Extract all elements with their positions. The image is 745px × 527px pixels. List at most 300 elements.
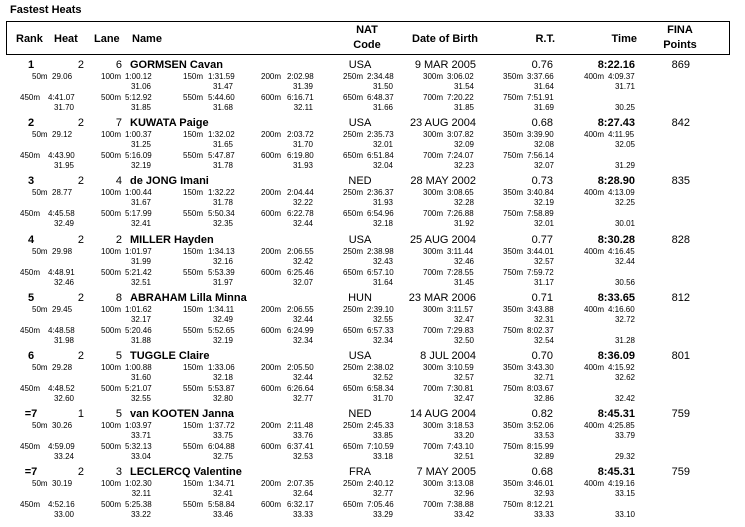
split-time: 7:58.89 <box>527 209 554 219</box>
split-distance: 650m <box>343 384 364 393</box>
split-lap-time: 32.44 <box>292 219 313 229</box>
rank-cell: =7 <box>24 408 38 421</box>
nat-code: USA <box>348 117 372 130</box>
split-time: 4:48.52 <box>48 384 75 393</box>
reaction-time: 0.68 <box>531 117 553 130</box>
split-lap-time: 31.99 <box>130 256 151 266</box>
split-time: 4:09.37 <box>608 72 635 81</box>
split-lap-time: 32.28 <box>453 198 474 208</box>
split-lap-time: 32.16 <box>212 256 233 266</box>
lane-cell: 6 <box>115 59 122 71</box>
rank-cell: 6 <box>27 350 35 362</box>
split-distance: 600m <box>261 384 282 393</box>
split-lap-time: 32.49 <box>53 219 74 229</box>
split-lap-time: 31.85 <box>453 103 474 112</box>
split-distance: 400m <box>584 304 605 314</box>
split-lap-time: 33.18 <box>372 452 393 462</box>
split-distance: 350m <box>503 72 524 81</box>
split-distance: 750m <box>503 151 524 161</box>
split-lap-time: 31.25 <box>130 140 151 150</box>
nat-code: USA <box>348 233 372 246</box>
fina-points: 835 <box>671 175 690 188</box>
split-lap-time: 32.17 <box>130 314 151 324</box>
split-time: 4:59.09 <box>48 442 75 452</box>
split-lap-time: 32.11 <box>131 489 151 499</box>
split-time: 7:29.83 <box>447 325 474 335</box>
split-time: 7:26.88 <box>447 209 474 219</box>
split-distance: 200m <box>261 363 282 372</box>
split-time: 30.26 <box>52 421 73 431</box>
fina-points: 869 <box>671 59 690 71</box>
split-time: 1:00.12 <box>125 72 152 81</box>
table-row <box>0 117 745 175</box>
split-time: 1:32.22 <box>208 188 235 198</box>
split-lap-time: 32.47 <box>453 314 474 324</box>
split-distance: 400m <box>584 246 605 256</box>
split-lap-time: 32.25 <box>614 198 635 208</box>
split-lap-time: 33.42 <box>453 510 474 520</box>
split-lap-time: 32.44 <box>614 256 635 266</box>
split-distance: 450m <box>20 442 41 452</box>
split-lap-time: 32.96 <box>453 489 474 499</box>
split-distance: 250m <box>343 246 364 256</box>
split-lap-time: 33.85 <box>372 431 393 441</box>
split-time: 1:32.02 <box>208 130 235 140</box>
fina-points: 842 <box>671 117 690 130</box>
split-time: 3:46.01 <box>527 479 554 489</box>
split-lap-time: 32.35 <box>212 219 233 229</box>
split-time: 2:40.12 <box>367 479 394 489</box>
split-distance: 500m <box>101 442 122 452</box>
split-distance: 700m <box>423 93 444 102</box>
reaction-time: 0.71 <box>531 291 553 304</box>
split-time: 29.06 <box>52 72 73 81</box>
split-lap-time: 33.15 <box>614 489 635 499</box>
split-distance: 600m <box>261 442 282 452</box>
split-distance: 150m <box>183 363 204 372</box>
split-time: 8:12.21 <box>527 500 554 510</box>
split-time: 1:37.72 <box>208 421 235 431</box>
split-distance: 100m <box>101 130 122 140</box>
swimmer-name: KUWATA Paige <box>130 117 209 130</box>
split-time: 6:51.84 <box>367 151 394 161</box>
reaction-time: 0.82 <box>531 408 553 421</box>
date-of-birth: 14 AUG 2004 <box>409 408 476 421</box>
split-distance: 350m <box>503 246 524 256</box>
split-time: 1:01.97 <box>125 246 152 256</box>
split-time: 3:08.65 <box>447 188 474 198</box>
split-distance: 500m <box>101 267 122 277</box>
split-lap-time: 32.01 <box>533 219 554 229</box>
fina-points: 759 <box>671 466 690 479</box>
split-distance: 700m <box>423 209 444 219</box>
split-lap-time: 31.70 <box>372 394 393 403</box>
split-time: 8:03.67 <box>527 384 554 393</box>
split-lap-time: 32.05 <box>614 140 635 150</box>
split-distance: 600m <box>261 500 282 510</box>
split-lap-time: 31.39 <box>292 82 313 91</box>
heat-cell: 2 <box>77 350 84 362</box>
heat-cell: 2 <box>77 175 84 188</box>
split-time: 4:11.95 <box>608 130 635 140</box>
split-time: 1:03.97 <box>125 421 152 431</box>
split-distance: 550m <box>183 209 204 219</box>
split-distance: 300m <box>423 130 444 140</box>
split-lap-time: 31.97 <box>212 277 233 287</box>
table-header <box>6 21 730 55</box>
split-lap-time: 32.34 <box>372 335 393 345</box>
split-distance: 550m <box>183 325 204 335</box>
split-distance: 400m <box>584 479 605 489</box>
split-distance: 350m <box>503 188 524 198</box>
split-lap-time: 33.76 <box>292 431 313 441</box>
split-distance: 300m <box>423 363 444 372</box>
fina-points: 759 <box>671 408 690 421</box>
split-distance: 50m <box>32 304 48 314</box>
split-lap-time: 32.41 <box>130 219 151 229</box>
split-lap-time: 33.04 <box>130 452 151 462</box>
split-time: 2:38.98 <box>367 246 394 256</box>
nat-code: USA <box>348 350 372 362</box>
split-distance: 300m <box>423 479 444 489</box>
split-time: 3:11.44 <box>447 246 474 256</box>
final-time: 8:22.16 <box>597 59 635 71</box>
split-lap-time: 32.55 <box>372 314 393 324</box>
split-lap-time: 32.47 <box>453 394 474 403</box>
split-distance: 650m <box>343 151 364 161</box>
heat-cell: 2 <box>77 291 84 304</box>
split-lap-time: 31.71 <box>614 82 635 91</box>
split-time: 3:13.08 <box>447 479 474 489</box>
split-distance: 100m <box>101 421 122 431</box>
split-time: 7:20.22 <box>447 93 474 102</box>
split-distance: 350m <box>503 363 524 372</box>
split-time: 1:00.44 <box>125 188 152 198</box>
split-time: 6:57.10 <box>367 267 394 277</box>
split-time: 1:00.88 <box>125 363 152 372</box>
swimmer-name: van KOOTEN Janna <box>130 408 234 421</box>
split-distance: 100m <box>101 363 122 372</box>
split-time: 1:34.11 <box>208 304 235 314</box>
split-time: 2:45.33 <box>367 421 394 431</box>
header-time: Time <box>611 33 637 45</box>
split-lap-time: 32.07 <box>533 161 554 171</box>
split-time: 7:24.07 <box>447 151 474 161</box>
split-time: 5:32.13 <box>125 442 152 452</box>
split-distance: 450m <box>20 93 41 102</box>
split-distance: 50m <box>32 363 48 372</box>
split-distance: 150m <box>183 188 204 198</box>
split-time: 2:04.44 <box>287 188 314 198</box>
split-lap-time: 31.92 <box>453 219 474 229</box>
split-time: 3:44.01 <box>527 246 554 256</box>
split-distance: 450m <box>20 209 41 219</box>
split-time: 1:34.71 <box>208 479 235 489</box>
nat-code: NED <box>348 408 372 421</box>
split-distance: 50m <box>32 421 48 431</box>
split-time: 5:25.38 <box>125 500 152 510</box>
header-fina: FINA <box>667 24 693 36</box>
split-time: 2:06.55 <box>287 304 314 314</box>
split-time: 8:02.37 <box>527 325 554 335</box>
split-distance: 200m <box>261 188 282 198</box>
split-lap-time: 31.64 <box>372 277 393 287</box>
split-lap-time: 31.29 <box>614 161 635 171</box>
split-time: 29.98 <box>52 246 73 256</box>
lane-cell: 4 <box>115 175 122 188</box>
split-time: 6:25.46 <box>287 267 314 277</box>
split-time: 4:25.85 <box>608 421 635 431</box>
split-distance: 650m <box>343 93 364 102</box>
split-lap-time: 32.64 <box>292 489 313 499</box>
rank-cell: 4 <box>27 233 35 246</box>
split-time: 5:58.84 <box>208 500 235 510</box>
split-time: 7:10.59 <box>367 442 394 452</box>
split-time: 5:21.07 <box>125 384 152 393</box>
split-time: 6:19.80 <box>287 151 314 161</box>
lane-cell: 2 <box>115 233 122 246</box>
split-distance: 250m <box>343 188 364 198</box>
split-lap-time: 32.51 <box>453 452 474 462</box>
split-time: 4:41.07 <box>48 93 75 102</box>
split-time: 3:52.06 <box>527 421 554 431</box>
split-time: 6:54.96 <box>367 209 394 219</box>
split-time: 5:12.92 <box>125 93 152 102</box>
split-distance: 450m <box>20 151 41 161</box>
split-lap-time: 32.49 <box>212 314 233 324</box>
split-lap-time: 32.86 <box>533 394 554 403</box>
split-distance: 550m <box>183 93 204 102</box>
split-time: 2:34.48 <box>367 72 394 81</box>
split-distance: 750m <box>503 325 524 335</box>
split-lap-time: 33.22 <box>130 510 151 520</box>
split-time: 4:48.91 <box>48 267 75 277</box>
split-distance: 250m <box>343 421 364 431</box>
split-distance: 500m <box>101 500 122 510</box>
split-time: 5:53.39 <box>208 267 235 277</box>
split-lap-time: 32.01 <box>372 140 393 150</box>
swimmer-name: GORMSEN Cavan <box>130 59 223 71</box>
date-of-birth: 25 AUG 2004 <box>409 233 476 246</box>
final-time: 8:36.09 <box>597 350 635 362</box>
split-time: 2:38.02 <box>367 363 394 372</box>
split-distance: 550m <box>183 384 204 393</box>
fina-points: 828 <box>671 233 690 246</box>
split-lap-time: 33.75 <box>212 431 233 441</box>
split-distance: 400m <box>584 72 605 81</box>
split-time: 3:18.53 <box>447 421 474 431</box>
split-time: 3:39.90 <box>527 130 554 140</box>
split-distance: 450m <box>20 384 41 393</box>
header-name: Name <box>132 33 162 45</box>
split-time: 4:48.58 <box>48 325 75 335</box>
nat-code: HUN <box>348 291 372 304</box>
split-lap-time: 30.01 <box>614 219 635 229</box>
lane-cell: 8 <box>115 291 122 304</box>
split-distance: 700m <box>423 442 444 452</box>
split-distance: 150m <box>183 246 204 256</box>
split-distance: 300m <box>423 421 444 431</box>
split-lap-time: 32.77 <box>292 394 313 403</box>
split-lap-time: 31.93 <box>292 161 313 171</box>
split-distance: 400m <box>584 363 605 372</box>
heat-cell: 1 <box>77 408 84 421</box>
split-distance: 300m <box>423 246 444 256</box>
swimmer-name: LECLERCQ Valentine <box>130 466 242 479</box>
split-distance: 750m <box>503 500 524 510</box>
split-time: 1:34.13 <box>208 246 235 256</box>
split-time: 4:16.45 <box>608 246 635 256</box>
split-distance: 600m <box>261 151 282 161</box>
split-time: 6:32.17 <box>287 500 314 510</box>
split-time: 7:43.10 <box>447 442 474 452</box>
date-of-birth: 23 MAR 2006 <box>408 291 476 304</box>
final-time: 8:30.28 <box>597 233 635 246</box>
split-time: 6:04.88 <box>208 442 235 452</box>
split-time: 4:45.58 <box>48 209 75 219</box>
swimmer-name: TUGGLE Claire <box>130 350 210 362</box>
split-lap-time: 29.32 <box>614 452 635 462</box>
split-time: 5:50.34 <box>208 209 235 219</box>
split-distance: 750m <box>503 93 524 102</box>
split-lap-time: 32.62 <box>614 373 635 382</box>
reaction-time: 0.68 <box>531 466 553 479</box>
split-distance: 650m <box>343 500 364 510</box>
split-distance: 100m <box>101 188 122 198</box>
split-lap-time: 32.51 <box>130 277 151 287</box>
fina-points: 801 <box>671 350 690 362</box>
header-points: Points <box>663 39 697 51</box>
split-distance: 200m <box>261 246 282 256</box>
table-row <box>0 234 745 292</box>
nat-code: FRA <box>349 466 371 479</box>
lane-cell: 7 <box>115 117 122 130</box>
split-distance: 100m <box>101 246 122 256</box>
split-lap-time: 31.17 <box>533 277 554 287</box>
rank-cell: =7 <box>24 466 38 479</box>
split-time: 6:37.41 <box>287 442 314 452</box>
split-lap-time: 32.72 <box>614 314 635 324</box>
split-distance: 650m <box>343 209 364 219</box>
reaction-time: 0.73 <box>531 175 553 188</box>
split-time: 2:35.73 <box>367 130 394 140</box>
split-time: 2:03.72 <box>287 130 314 140</box>
split-lap-time: 32.53 <box>292 452 313 462</box>
split-time: 29.28 <box>52 363 73 372</box>
split-time: 3:43.88 <box>527 304 554 314</box>
split-time: 3:43.30 <box>527 363 554 372</box>
split-lap-time: 31.65 <box>212 140 233 150</box>
split-distance: 500m <box>101 384 122 393</box>
split-lap-time: 32.54 <box>533 335 554 345</box>
lane-cell: 5 <box>115 350 122 362</box>
header-nat: NAT <box>356 24 378 36</box>
split-time: 2:05.50 <box>287 363 314 372</box>
split-distance: 150m <box>183 304 204 314</box>
split-lap-time: 31.70 <box>292 140 313 150</box>
split-time: 7:28.55 <box>447 267 474 277</box>
header-code: Code <box>353 39 381 51</box>
split-lap-time: 32.04 <box>372 161 393 171</box>
split-distance: 650m <box>343 442 364 452</box>
split-lap-time: 32.07 <box>292 277 313 287</box>
final-time: 8:45.31 <box>597 408 635 421</box>
split-distance: 550m <box>183 442 204 452</box>
table-row <box>0 292 745 350</box>
split-time: 6:26.64 <box>287 384 314 393</box>
split-distance: 200m <box>261 479 282 489</box>
final-time: 8:45.31 <box>597 466 635 479</box>
split-lap-time: 31.69 <box>533 103 554 112</box>
split-distance: 100m <box>101 72 122 81</box>
split-time: 6:24.99 <box>287 325 314 335</box>
header-rt: R.T. <box>535 33 555 45</box>
split-lap-time: 32.75 <box>212 452 233 462</box>
split-time: 1:02.30 <box>125 479 152 489</box>
split-lap-time: 32.44 <box>292 373 313 382</box>
split-distance: 150m <box>183 130 204 140</box>
split-lap-time: 32.50 <box>453 335 474 345</box>
split-distance: 150m <box>183 72 204 81</box>
split-lap-time: 33.33 <box>292 510 313 520</box>
split-distance: 350m <box>503 130 524 140</box>
final-time: 8:27.43 <box>597 117 635 130</box>
split-distance: 750m <box>503 442 524 452</box>
split-distance: 350m <box>503 479 524 489</box>
split-lap-time: 31.06 <box>130 82 151 91</box>
split-distance: 700m <box>423 384 444 393</box>
split-lap-time: 33.20 <box>453 431 474 441</box>
swimmer-name: de JONG Imani <box>130 175 209 188</box>
split-time: 4:16.60 <box>608 304 635 314</box>
split-distance: 100m <box>101 479 122 489</box>
split-distance: 250m <box>343 479 364 489</box>
split-time: 5:21.42 <box>125 267 152 277</box>
final-time: 8:33.65 <box>597 291 635 304</box>
split-distance: 550m <box>183 267 204 277</box>
split-lap-time: 33.00 <box>53 510 74 520</box>
split-lap-time: 31.28 <box>614 335 635 345</box>
split-distance: 50m <box>32 72 48 81</box>
split-lap-time: 32.19 <box>212 335 233 345</box>
split-lap-time: 33.10 <box>614 510 635 520</box>
split-distance: 350m <box>503 421 524 431</box>
fina-points: 812 <box>671 291 690 304</box>
split-lap-time: 32.55 <box>130 394 151 403</box>
split-distance: 500m <box>101 93 122 102</box>
split-lap-time: 30.56 <box>614 277 635 287</box>
split-time: 7:56.14 <box>527 151 554 161</box>
table-row <box>0 175 745 233</box>
final-time: 8:28.90 <box>597 175 635 188</box>
rank-cell: 5 <box>27 291 35 304</box>
split-lap-time: 31.60 <box>130 373 151 382</box>
date-of-birth: 23 AUG 2004 <box>409 117 476 130</box>
split-lap-time: 31.54 <box>453 82 474 91</box>
split-time: 1:01.62 <box>125 304 152 314</box>
lane-cell: 3 <box>115 466 122 479</box>
split-time: 5:44.60 <box>208 93 235 102</box>
split-distance: 350m <box>503 304 524 314</box>
split-time: 6:16.71 <box>287 93 314 102</box>
split-distance: 450m <box>20 500 41 510</box>
split-distance: 250m <box>343 363 364 372</box>
split-lap-time: 32.23 <box>453 161 474 171</box>
split-distance: 300m <box>423 72 444 81</box>
split-lap-time: 32.18 <box>212 373 233 382</box>
split-time: 7:51.91 <box>527 93 554 102</box>
split-lap-time: 32.42 <box>292 256 313 266</box>
